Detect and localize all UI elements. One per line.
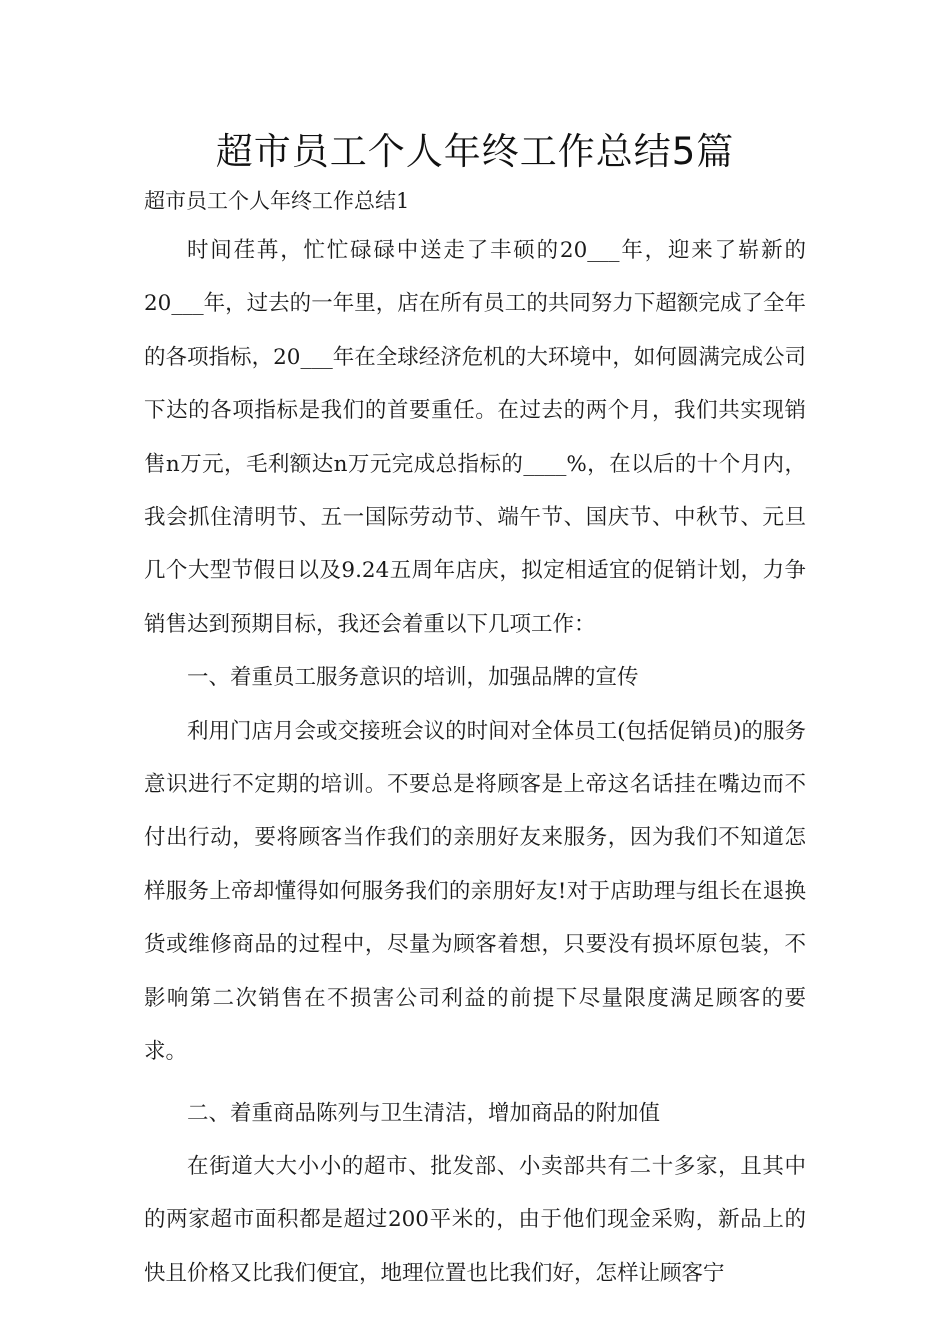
document-body (144, 224, 806, 1300)
section-heading-1: 一、着重员工服务意识的培训，加强品牌的宣传 (187, 665, 639, 691)
document-subtitle: 超市员工个人年终工作总结1 (144, 189, 410, 213)
paragraph-display-cleaning: 在街道大大小小的超市、批发部、小卖部共有二十多家，且其中的两家超市面积都是超过200平米的，由于他们现金采购，新品上的快且价格又比我们便宜，地理位置也比我们好，怎样让顾客宁 (144, 1153, 806, 1286)
section-heading-2: 二、着重商品陈列与卫生清洁，增加商品的附加值 (187, 1100, 661, 1126)
document-title: 超市员工个人年终工作总结5篇 (215, 130, 735, 173)
paragraph-service-training: 利用门店月会或交接班会议的时间对全体员工(包括促销员)的服务意识进行不定期的培训。不要总是将顾客是上帝这名话挂在嘴边而不付出行动，要将顾客当作我们的亲朋好友来服务，因为我们不知道怎样服务上帝却懂得如何服务我们的亲朋好友!对于店助理与组长在退换货或维修商品的过程中，尽量为顾客着想，只要没有损坏原包装，不影响第二次销售在不损害公司利益的前提下尽量限度满足顾客的要求。 (144, 718, 806, 1065)
paragraph-intro: 时间荏苒，忙忙碌碌中送走了丰硕的20___年，迎来了崭新的20___年，过去的一年里，店在所有员工的共同努力下超额完成了全年的各项指标，20___年在全球经济危机的大环境中，如何圆满完成公司下达的各项指标是我们的首要重任。在过去的两个月，我们共实现销售n万元，毛利额达n万元完成总指标的____%，在以后的十个月内，我会抓住清明节、五一国际劳动节、端午节、国庆节、中秋节、元旦几个大型节假日以及9.24五周年店庆，拟定相适宜的促销计划，力争销售达到预期目标，我还会着重以下几项工作： (144, 238, 806, 637)
paragraph-gap (144, 1079, 806, 1087)
